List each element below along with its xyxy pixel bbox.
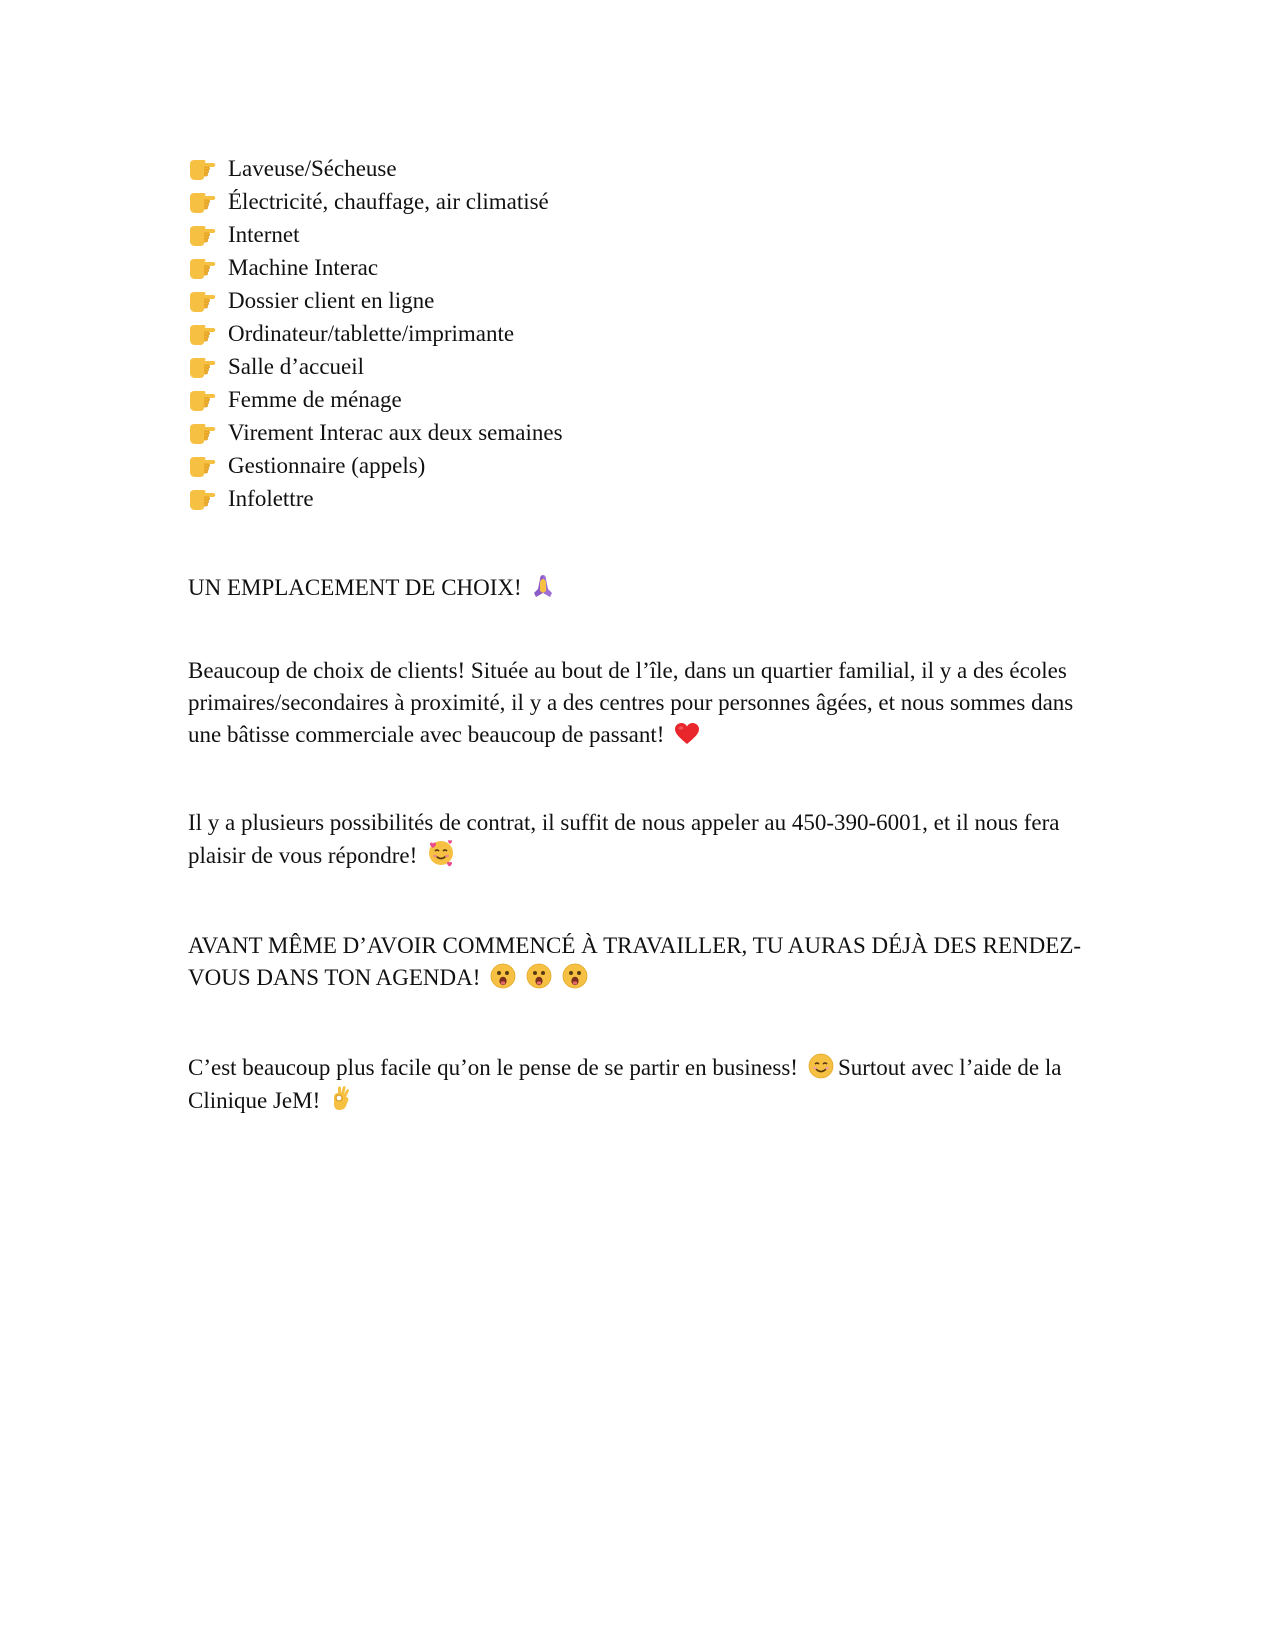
amenity-label: Dossier client en ligne [228,288,435,313]
amenity-item [188,449,1088,482]
agenda-heading-text: AVANT MÊME D’AVOIR COMMENCÉ À TRAVAILLER, TU AURAS DÉJÀ DES RENDEZ-VOUS DANS TON AGENDA! [188,933,1082,990]
smiling-face-icon [808,1053,834,1079]
folded-hands-icon [532,573,554,599]
backhand-index-pointing-right-icon [188,189,216,215]
amenity-item [188,482,1088,515]
amenity-item [188,152,1088,185]
ok-hand-icon [330,1084,352,1112]
backhand-index-pointing-right-icon [188,354,216,380]
contract-paragraph-text: Il y a plusieurs possibilités de contrat, il suffit de nous appeler au 450-390-6001, et il nous fera plaisir de vous répondre! [188,810,1060,868]
amenity-item [188,218,1088,251]
backhand-index-pointing-right-icon [188,387,216,413]
amenity-label: Gestionnaire (appels) [228,453,426,478]
location-heading [188,572,554,604]
backhand-index-pointing-right-icon [188,222,216,248]
amenity-item [188,185,1088,218]
amenity-item [188,317,1088,350]
red-heart-icon [674,722,700,746]
amenities-list [188,152,1088,515]
backhand-index-pointing-right-icon [188,288,216,314]
clients-paragraph [188,655,1088,751]
business-paragraph-part2: Surtout avec l’aide de la Clinique JeM! [188,1055,1062,1113]
location-heading-text: UN EMPLACEMENT DE CHOIX! [188,575,522,600]
amenity-label: Infolettre [228,486,314,511]
clients-paragraph-text: Beaucoup de choix de clients! Située au bout de l’île, dans un quartier familial, il y a des écoles primaires/secondaires à proximité, il y a des centres pour personnes âgées, et nous sommes dans une bâtisse commerciale avec beaucoup de passant! [188,658,1074,747]
face-with-open-mouth-icon [562,963,588,989]
face-with-open-mouth-icon [490,963,516,989]
backhand-index-pointing-right-icon [188,321,216,347]
business-paragraph [188,1052,1088,1117]
amenity-label: Ordinateur/tablette/imprimante [228,321,515,346]
contract-paragraph [188,807,1088,872]
document-page [188,152,1088,1113]
amenity-item [188,416,1088,449]
backhand-index-pointing-right-icon [188,255,216,281]
amenity-label: Salle d’accueil [228,354,365,379]
backhand-index-pointing-right-icon [188,156,216,182]
amenity-item [188,383,1088,416]
amenity-label: Internet [228,222,300,247]
amenity-label: Virement Interac aux deux semaines [228,420,563,445]
amenity-item [188,284,1088,317]
amenity-label: Femme de ménage [228,387,402,412]
amenity-item [188,251,1088,284]
amenity-item [188,350,1088,383]
amenity-label: Machine Interac [228,255,379,280]
amenity-label: Laveuse/Sécheuse [228,156,397,181]
business-paragraph-part1: C’est beaucoup plus facile qu’on le pense de se partir en business! [188,1055,798,1080]
backhand-index-pointing-right-icon [188,486,216,512]
backhand-index-pointing-right-icon [188,420,216,446]
amenity-label: Électricité, chauffage, air climatisé [228,189,549,214]
face-with-open-mouth-icon [526,963,552,989]
smiling-face-with-hearts-icon [427,839,455,867]
backhand-index-pointing-right-icon [188,453,216,479]
agenda-heading [188,930,1088,994]
